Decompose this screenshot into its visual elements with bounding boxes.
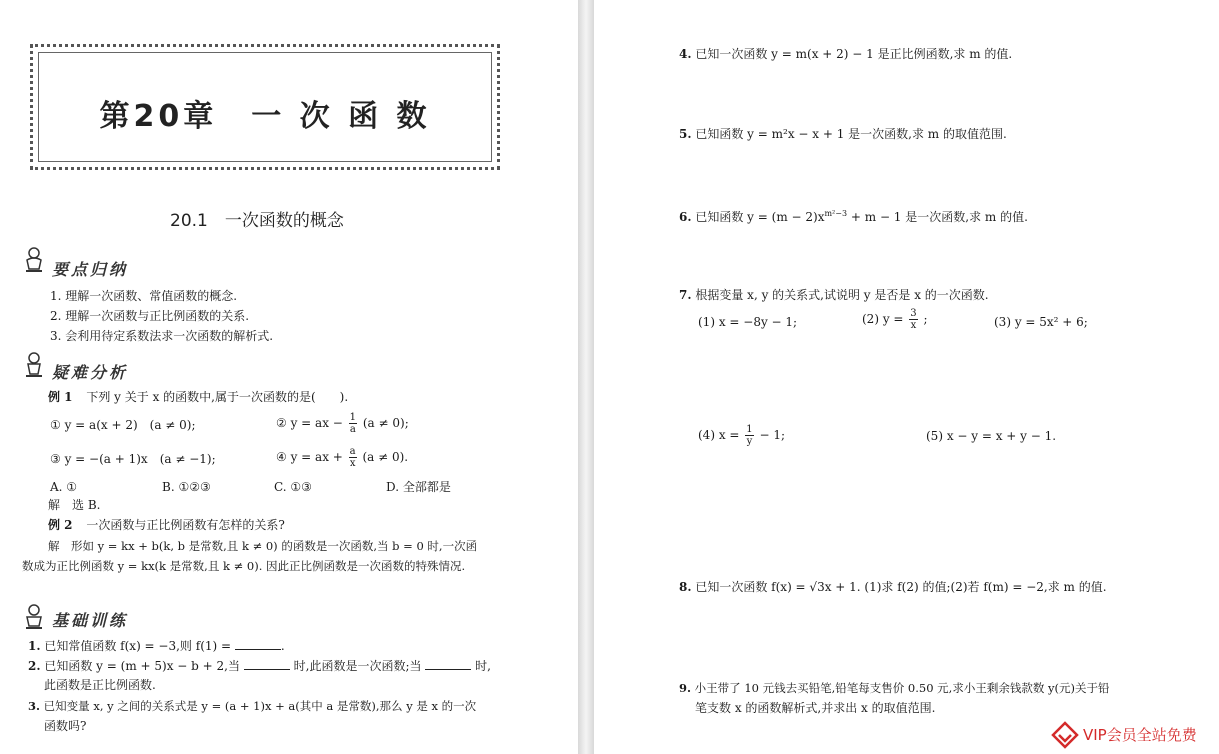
example2-label: 例 2 xyxy=(48,518,73,532)
question-3 xyxy=(28,698,476,714)
fraction-denominator: x xyxy=(349,458,356,469)
q7-part-2 xyxy=(862,308,928,331)
question-2 xyxy=(28,658,491,674)
choice-b: B. ①②③ xyxy=(162,480,211,494)
question-number: 1. xyxy=(28,639,41,653)
question-6-text-pre: 已知函数 y = (m − 2)x xyxy=(695,210,825,224)
option-4-post: (a ≠ 0). xyxy=(362,450,409,464)
answer-blank[interactable] xyxy=(235,639,281,650)
option-3: ③ y = −(a + 1)x (a ≠ −1); xyxy=(50,452,216,466)
question-9-line-1: 小王带了 10 元钱去买铅笔,铅笔每支售价 0.50 元,求小王剩余钱款数 y(元)关于铅 xyxy=(694,681,1110,695)
fraction-denominator: y xyxy=(746,436,753,447)
choice-a: A. ① xyxy=(50,480,78,494)
exponent: m²−3 xyxy=(824,209,848,218)
analysis-heading: 疑难分析 xyxy=(52,363,129,382)
question-1-text: 已知常值函数 f(x) = −3,则 f(1) = xyxy=(44,639,232,653)
answer-blank[interactable] xyxy=(244,659,290,670)
chapter-banner xyxy=(30,44,500,170)
question-number: 5. xyxy=(679,127,692,141)
choice-d: D. 全部都是 xyxy=(386,480,451,494)
question-8-text: 已知一次函数 f(x) = √3x + 1. (1)求 f(2) 的值;(2)若 f(m) = −2,求 m 的值. xyxy=(695,580,1107,594)
book-spine xyxy=(578,0,594,754)
vip-diamond-icon xyxy=(1050,720,1080,750)
fraction-numerator: a xyxy=(349,446,356,457)
question-4-text: 已知一次函数 y = m(x + 2) − 1 是正比例函数,求 m 的值. xyxy=(695,47,1013,61)
question-6-text-post: + m − 1 是一次函数,求 m 的值. xyxy=(847,210,1028,224)
q7-part-1: (1) x = −8y − 1; xyxy=(698,315,798,329)
left-page xyxy=(0,0,578,754)
question-number: 3. xyxy=(28,699,41,713)
q7-part-4-pre: (4) x = xyxy=(698,428,740,442)
chapter-title: 第20章 一 次 函 数 xyxy=(99,99,431,134)
question-4 xyxy=(679,46,1012,62)
question-1 xyxy=(28,638,285,654)
question-1-end: . xyxy=(280,639,285,653)
right-page xyxy=(594,0,1219,754)
option-4 xyxy=(276,446,408,469)
question-number: 9. xyxy=(679,681,692,695)
answer-2-line-1: 解 形如 y = kx + b(k, b 是常数,且 k ≠ 0) 的函数是一次函数,当 b = 0 时,一次函 xyxy=(48,539,478,553)
question-2-text-c: 时, xyxy=(475,659,491,673)
q7-part-4 xyxy=(698,424,785,447)
question-number: 2. xyxy=(28,659,41,673)
answer-1: 解 选 B. xyxy=(48,498,101,512)
example1-text: 下列 y 关于 x 的函数中,属于一次函数的是( ). xyxy=(86,390,349,404)
question-number: 4. xyxy=(679,47,692,61)
basic-training-heading: 基础训练 xyxy=(52,611,129,630)
example2-text: 一次函数与正比例函数有怎样的关系? xyxy=(86,518,285,532)
question-2-line-2: 此函数是正比例函数. xyxy=(44,678,156,692)
q7-part-2-post: ; xyxy=(923,312,928,326)
question-7 xyxy=(679,287,989,303)
answer-2-line-2: 数成为正比例函数 y = kx(k 是常数,且 k ≠ 0). 因此正比例函数是一次函数的特殊情况. xyxy=(22,559,466,573)
question-2-text-a: 已知函数 y = (m + 5)x − b + 2,当 xyxy=(44,659,240,673)
q7-part-4-fraction xyxy=(745,424,753,447)
section-title: 20.1 一次函数的概念 xyxy=(170,211,344,231)
question-number: 8. xyxy=(679,580,692,594)
example1-label: 例 1 xyxy=(48,390,73,404)
option-2 xyxy=(276,412,409,435)
option-2-pre: ② y = ax − xyxy=(276,416,343,430)
vip-watermark-text: VIP会员全站免费 xyxy=(1083,726,1197,744)
question-9-line-2: 笔支数 x 的函数解析式,并求出 x 的取值范围. xyxy=(695,701,936,715)
question-number: 6. xyxy=(679,210,692,224)
question-6 xyxy=(679,206,1028,225)
key-points-heading: 要点归纳 xyxy=(52,260,129,279)
question-8 xyxy=(679,579,1107,595)
question-9 xyxy=(679,680,1109,696)
question-3-text: 已知变量 x, y 之间的关系式是 y = (a + 1)x + a(其中 a 是常数),那么 y 是 x 的一次 xyxy=(43,699,477,713)
option-2-post: (a ≠ 0); xyxy=(362,416,409,430)
q7-part-3: (3) y = 5x² + 6; xyxy=(994,315,1088,329)
key-point-2: 2. 理解一次函数与正比例函数的关系. xyxy=(50,309,250,323)
vip-watermark[interactable] xyxy=(1050,718,1219,754)
choice-c: C. ①③ xyxy=(274,480,312,494)
chapter-banner-frame xyxy=(38,52,492,162)
cartoon-figure-icon xyxy=(22,352,46,378)
cartoon-figure-icon xyxy=(22,604,46,630)
key-point-3: 3. 会利用待定系数法求一次函数的解析式. xyxy=(50,329,274,343)
question-7-text: 根据变量 x, y 的关系式,试说明 y 是否是 x 的一次函数. xyxy=(695,288,989,302)
question-number: 7. xyxy=(679,288,692,302)
fraction-denominator: a xyxy=(349,424,356,435)
cartoon-figure-icon xyxy=(22,247,46,273)
fraction-numerator: 1 xyxy=(746,424,753,435)
option-2-fraction xyxy=(349,412,357,435)
q7-part-2-pre: (2) y = xyxy=(862,312,904,326)
option-1: ① y = a(x + 2) (a ≠ 0); xyxy=(50,418,196,432)
answer-blank[interactable] xyxy=(425,659,471,670)
question-2-text-b: 时,此函数是一次函数;当 xyxy=(293,659,422,673)
fraction-numerator: 3 xyxy=(910,308,917,319)
fraction-denominator: x xyxy=(910,320,917,331)
option-4-fraction xyxy=(349,446,357,469)
key-point-1: 1. 理解一次函数、常值函数的概念. xyxy=(50,289,238,303)
q7-part-4-post: − 1; xyxy=(759,428,786,442)
question-3-line-2: 函数吗? xyxy=(44,719,87,733)
question-5 xyxy=(679,126,1007,142)
question-5-text: 已知函数 y = m²x − x + 1 是一次函数,求 m 的取值范围. xyxy=(695,127,1007,141)
fraction-numerator: 1 xyxy=(349,412,357,423)
q7-part-2-fraction xyxy=(909,308,917,331)
q7-part-5: (5) x − y = x + y − 1. xyxy=(926,429,1057,443)
option-4-pre: ④ y = ax + xyxy=(276,450,343,464)
